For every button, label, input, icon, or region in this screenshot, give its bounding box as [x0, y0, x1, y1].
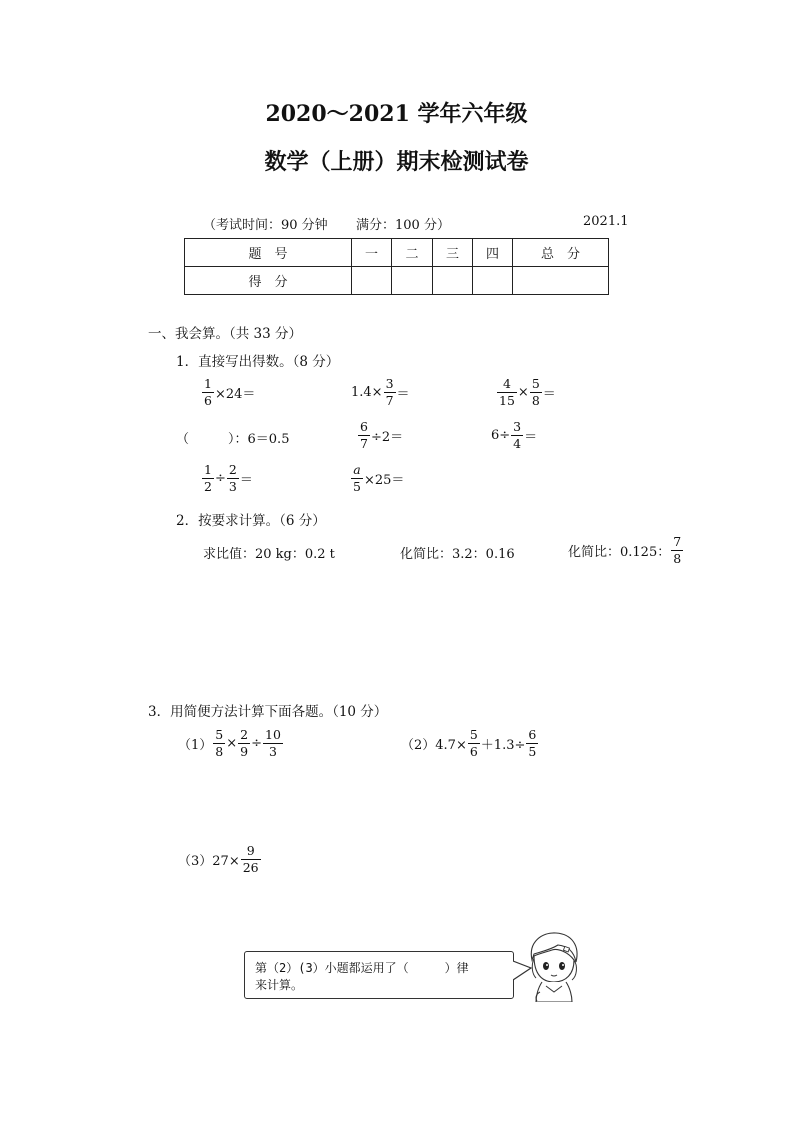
score-cell-3[interactable]	[433, 267, 473, 295]
bubble-line1: 第（2）(3）小题都运用了（ ）律	[255, 961, 469, 975]
exam-title-line2: 数学（上册）期末检测试卷	[264, 149, 529, 175]
score-table-col-1: 一	[352, 239, 392, 267]
exam-time: （考试时间：90 分钟	[203, 218, 328, 233]
q1-heading: 1．直接写出得数。（8 分）	[176, 354, 340, 370]
full-score: 满分：100 分）	[356, 218, 450, 233]
q3-problem-2: （2）4.7× $\frac{5}{6}$ ＋1.3÷ $\frac{6}{5}$	[401, 727, 537, 759]
q1-item-g: $\frac{1}{2}$ ÷ $\frac{2}{3}$ ＝	[204, 462, 253, 494]
q3-problem-1: （1） $\frac{5}{8}$ × $\frac{2}{9}$ ÷ $\frac{10}{3}$	[178, 727, 281, 759]
q1-item-c: $\frac{4}{15}$ × $\frac{5}{8}$ ＝	[499, 376, 556, 408]
q3-problem-3: （3）27× $\frac{9}{26}$	[178, 843, 259, 875]
score-cell-2[interactable]	[392, 267, 433, 295]
score-table-label-cell: 题 号	[185, 239, 352, 267]
q1-item-f: 6÷ $\frac{3}{4}$ ＝	[491, 419, 538, 451]
exam-title-line1: 2020～2021 学年六年级	[265, 101, 528, 127]
q1-item-e: $\frac{6}{7}$ ÷2＝	[360, 419, 404, 451]
score-table-col-2: 二	[392, 239, 433, 267]
score-table-col-4: 四	[473, 239, 513, 267]
q1-item-b: 1.4× $\frac{3}{7}$ ＝	[351, 376, 410, 408]
speech-bubble	[244, 951, 514, 999]
score-table-header-row	[185, 239, 609, 267]
exam-date: 2021.1	[583, 214, 629, 229]
score-table-col-total: 总 分	[513, 239, 609, 267]
bubble-line2: 来计算。	[255, 978, 304, 993]
score-cell-total[interactable]	[513, 267, 609, 295]
q2-heading: 2．按要求计算。（6 分）	[176, 513, 326, 529]
q1-item-h: $\frac{a}{5}$ ×25＝	[353, 462, 405, 494]
answer-blank[interactable]: （ ）	[176, 432, 235, 447]
q2-item-a: 求比值：20 kg：0.2 t	[203, 547, 335, 562]
score-table-score-row	[185, 267, 609, 295]
q3-heading: 3．用简便方法计算下面各题。（10 分）	[148, 704, 388, 720]
q2-item-c: 化简比：0.125： $\frac{7}{8}$	[568, 534, 682, 566]
score-table	[184, 238, 609, 295]
score-row-label: 得 分	[185, 267, 352, 295]
girl-illustration	[524, 930, 584, 1002]
score-cell-4[interactable]	[473, 267, 513, 295]
q1-item-d: （ ）：6＝0.5	[176, 432, 290, 447]
q2-item-b: 化简比：3.2：0.16	[400, 547, 515, 562]
section1-heading: 一、我会算。（共 33 分）	[148, 326, 303, 342]
score-cell-1[interactable]	[352, 267, 392, 295]
q1-item-a: $\frac{1}{6}$ ×24＝	[204, 376, 256, 408]
score-table-col-3: 三	[433, 239, 473, 267]
